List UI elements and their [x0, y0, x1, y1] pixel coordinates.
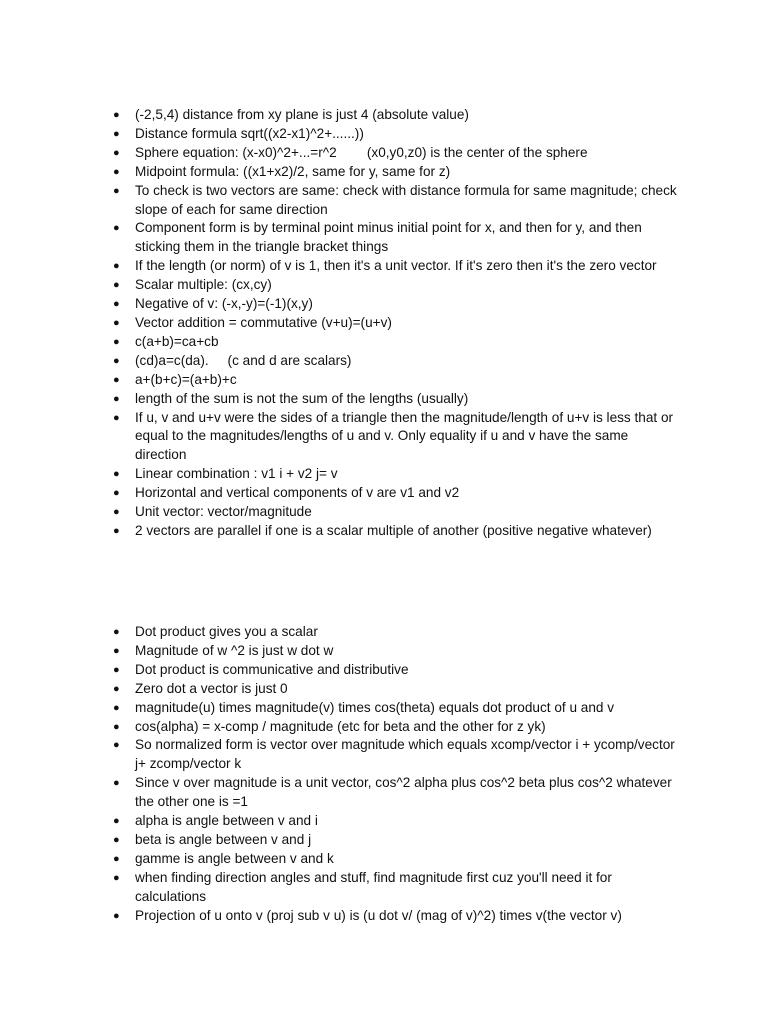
list-item-text: magnitude(u) times magnitude(v) times cos(theta) equals dot product of u and v — [135, 699, 615, 715]
list-item — [110, 907, 680, 926]
bullet-icon: ● — [113, 682, 120, 695]
list-item-text: length of the sum is not the sum of the lengths (usually) — [135, 390, 469, 406]
list-item — [110, 390, 680, 409]
list-item — [110, 661, 680, 680]
bullet-icon: ● — [113, 833, 120, 846]
bullet-icon: ● — [113, 468, 120, 481]
list-item — [110, 125, 680, 144]
bullet-icon: ● — [113, 411, 120, 424]
list-item-text: Negative of v: (-x,-y)=(-1)(x,y) — [135, 296, 313, 312]
list-item-text: Zero dot a vector is just 0 — [135, 680, 288, 696]
bullet-icon: ● — [113, 109, 120, 121]
list-item — [110, 718, 680, 737]
list-item-text: cos(alpha) = x-comp / magnitude (etc for beta and the other for z yk) — [135, 718, 546, 734]
list-item-text: So normalized form is vector over magnitude which equals xcomp/vector i + ycomp/vector j+ zcomp/vector k — [135, 737, 679, 772]
list-item — [110, 774, 680, 812]
bullet-icon: ● — [113, 165, 120, 178]
bullet-icon: ● — [113, 524, 120, 537]
list-item-text: beta is angle between v and j — [135, 831, 312, 847]
bullet-icon: ● — [113, 720, 120, 733]
list-item-text: To check is two vectors are same: check with distance formula for same magnitude; check slope of each for same direction — [135, 182, 681, 217]
bullet-icon: ● — [113, 316, 120, 329]
bullet-icon: ● — [113, 815, 120, 828]
list-item-text: gamme is angle between v and k — [135, 850, 334, 866]
bullet-icon: ● — [113, 260, 120, 273]
list-item-text: (cd)a=c(da). (c and d are scalars) — [135, 352, 352, 368]
list-item-text: If u, v and u+v were the sides of a triangle then the magnitude/length of u+v is less that or equal to the magnitudes/lengths of u and v. Only equality if u and v have the same direction — [135, 409, 677, 463]
list-item — [110, 182, 680, 220]
list-item-text: Component form is by terminal point minus initial point for x, and then for y, and then sticking them in the triangle bracket things — [135, 220, 646, 255]
list-item — [110, 522, 680, 541]
list-item — [110, 163, 680, 182]
list-item — [110, 106, 680, 125]
bullet-icon: ● — [113, 777, 120, 790]
bullet-icon: ● — [113, 909, 120, 922]
list-item-text: If the length (or norm) of v is 1, then it's a unit vector. If it's zero then it's the zero vector — [135, 258, 657, 274]
list-item-text: a+(b+c)=(a+b)+c — [135, 371, 237, 387]
list-item-text: Vector addition = commutative (v+u)=(u+v) — [135, 314, 392, 330]
list-item — [110, 295, 680, 314]
list-item-text: Unit vector: vector/magnitude — [135, 504, 312, 520]
bullet-icon: ● — [113, 871, 120, 884]
bullet-icon: ● — [113, 739, 120, 752]
bullet-icon: ● — [113, 354, 120, 367]
bullet-icon: ● — [113, 506, 120, 519]
list-item — [110, 869, 680, 907]
list-item — [110, 219, 680, 257]
list-item-text: Linear combination : v1 i + v2 j= v — [135, 466, 338, 482]
list-item — [110, 276, 680, 295]
bullet-icon: ● — [113, 222, 120, 235]
list-item — [110, 503, 680, 522]
list-item-text: Sphere equation: (x-x0)^2+...=r^2 (x0,y0,z0) is the center of the sphere — [135, 144, 588, 160]
bullet-icon: ● — [113, 335, 120, 348]
list-item — [110, 314, 680, 333]
list-item-text: 2 vectors are parallel if one is a scalar multiple of another (positive negative whatever) — [135, 522, 652, 538]
list-item-text: Distance formula sqrt((x2-x1)^2+......)) — [135, 125, 364, 141]
bullet-icon: ● — [113, 701, 120, 714]
list-item — [110, 257, 680, 276]
list-item — [110, 623, 680, 642]
list-item-text: Since v over magnitude is a unit vector, cos^2 alpha plus cos^2 beta plus cos^2 whatever the other one is =1 — [135, 775, 676, 810]
list-item — [110, 736, 680, 774]
list-item-text: Projection of u onto v (proj sub v u) is (u dot v/ (mag of v)^2) times v(the vector v) — [135, 907, 622, 923]
bullet-icon: ● — [113, 184, 120, 197]
list-item — [110, 850, 680, 869]
bullet-icon: ● — [113, 146, 120, 159]
list-item — [110, 144, 680, 163]
bullet-icon: ● — [113, 373, 120, 386]
list-item — [110, 352, 680, 371]
list-item — [110, 484, 680, 503]
list-item-text: c(a+b)=ca+cb — [135, 333, 219, 349]
bullet-icon: ● — [113, 663, 120, 676]
list-item-text: Dot product is communicative and distributive — [135, 661, 409, 677]
bullet-icon: ● — [113, 626, 120, 638]
list-item-text: Horizontal and vertical components of v are v1 and v2 — [135, 485, 460, 501]
bullet-icon: ● — [113, 852, 120, 865]
bullet-icon: ● — [113, 644, 120, 657]
bullet-icon: ● — [113, 487, 120, 500]
list-item — [110, 812, 680, 831]
list-item — [110, 642, 680, 661]
list-item — [110, 465, 680, 484]
list-item — [110, 409, 680, 466]
bullet-icon: ● — [113, 279, 120, 292]
bullet-icon: ● — [113, 127, 120, 140]
list-item — [110, 831, 680, 850]
list-item-text: Magnitude of w ^2 is just w dot w — [135, 642, 334, 658]
list-item-text: Dot product gives you a scalar — [135, 624, 318, 639]
bullet-icon: ● — [113, 392, 120, 405]
list-item-text: when finding direction angles and stuff, find magnitude first cuz you'll need it for calculations — [135, 869, 616, 904]
bullet-list-vectors — [110, 106, 680, 541]
bullet-icon: ● — [113, 298, 120, 311]
bullet-list-dot-product — [110, 623, 680, 926]
list-item-text: alpha is angle between v and i — [135, 813, 318, 829]
list-item-text: Midpoint formula: ((x1+x2)/2, same for y, same for z) — [135, 163, 451, 179]
list-item-text: (-2,5,4) distance from xy plane is just 4 (absolute value) — [135, 107, 469, 122]
list-item-text: Scalar multiple: (cx,cy) — [135, 277, 272, 293]
list-item — [110, 680, 680, 699]
list-item — [110, 699, 680, 718]
list-item — [110, 333, 680, 352]
list-item — [110, 371, 680, 390]
